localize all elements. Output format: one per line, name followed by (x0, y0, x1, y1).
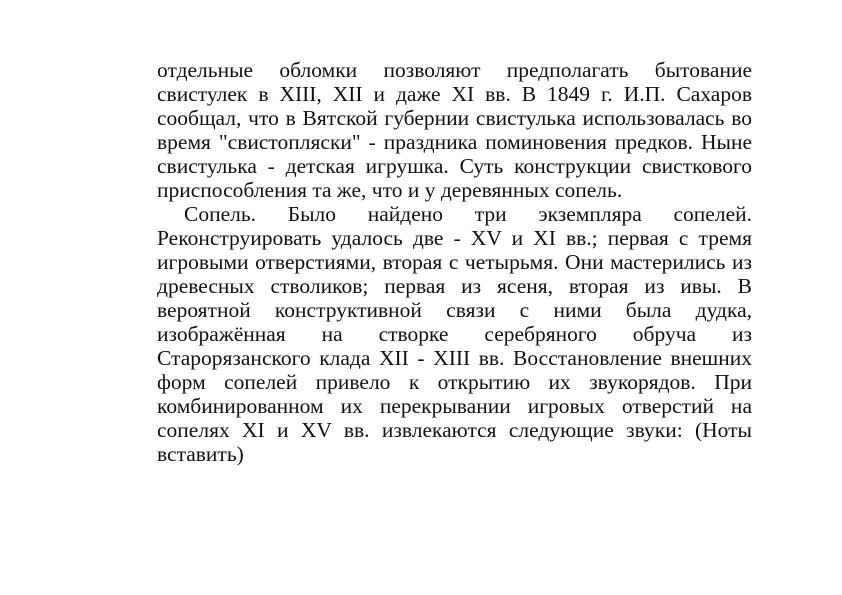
text-line: Старорязанского клада XII - XIII вв. Восстановление внешних (157, 346, 752, 370)
text-line: время "свистопляски" - праздника поминовения предков. Ныне (157, 130, 752, 154)
text-line: сообщал, что в Вятской губернии свистулька использовалась во (157, 106, 752, 130)
paragraph-sopel (157, 202, 752, 466)
text-line: отдельные обломки позволяют предполагать бытование (157, 58, 752, 82)
text-line: сопелях XI и XV вв. извлекаются следующие звуки: (Ноты (157, 418, 752, 442)
paragraph-whistles (157, 58, 752, 202)
text-line: древесных стволиков; первая из ясеня, вторая из ивы. В (157, 274, 752, 298)
text-line: игровыми отверстиями, вторая с четырьмя. Они мастерились из (157, 250, 752, 274)
body-text (157, 58, 752, 466)
text-line: вероятной конструктивной связи с ними была дудка, (157, 298, 752, 322)
text-line: Реконструировать удалось две - XV и XI вв.; первая с тремя (157, 226, 752, 250)
text-line: Сопель. Было найдено три экземпляра сопелей. (184, 202, 752, 226)
text-line: комбинированном их перекрывании игровых отверстий на (157, 394, 752, 418)
text-line: свистулек в XIII, XII и даже XI вв. В 1849 г. И.П. Сахаров (157, 82, 752, 106)
text-line: форм сопелей привело к открытию их звукорядов. При (157, 370, 752, 394)
text-line: изображённая на створке серебряного обруча из (157, 322, 752, 346)
text-line: вставить) (157, 442, 244, 466)
text-line: приспособления та же, что и у деревянных сопель. (157, 178, 623, 202)
text-line: свистулька - детская игрушка. Суть конструкции свисткового (157, 154, 752, 178)
